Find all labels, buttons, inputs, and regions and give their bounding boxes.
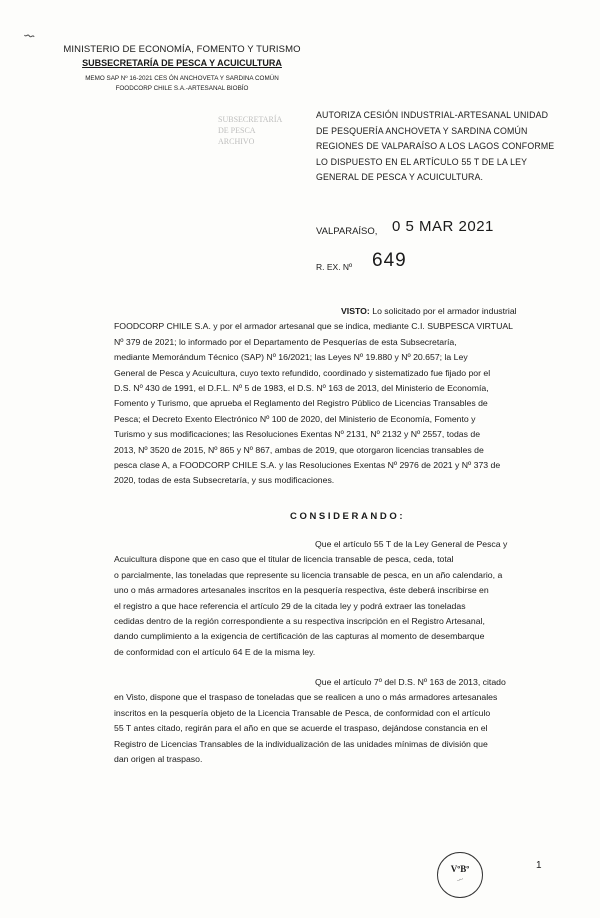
header-memo-reference: MEMO SAP Nº 16-2021 CES ÓN ANCHOVETA Y SARDINA COMÚN xyxy=(85,75,279,82)
paragraph-line: Que el artículo 55 T de la Ley General de Pesca y xyxy=(315,539,508,549)
paragraph-line: Acuicultura dispone que en caso que el titular de licencia transable de pesca, ceda, total xyxy=(114,554,454,565)
visto-line: Turismo y sus modificaciones; las Resoluciones Exentas Nº 2131, Nº 2132 y Nº 2557, todas de xyxy=(114,429,481,440)
paragraph-line: el registro a que hace referencia el artículo 29 de la citada ley y podrá extraer las toneladas xyxy=(114,600,466,611)
paragraph-line: dando cumplimiento a la exigencia de certificación de las capturas al momento de desembarque xyxy=(114,631,485,642)
paragraph-line: cedidas dentro de la región correspondiente a su respectiva inscripción en el Registro Artesanal, xyxy=(114,616,485,627)
visto-line: General de Pesca y Acuicultura, cuyo texto refundido, coordinado y sistematizado fue fijado por el xyxy=(114,367,491,378)
visto-line: 2013, Nº 3520 de 2015, Nº 865 y Nº 867, ambas de 2019, que otorgaron licencias transables de xyxy=(114,444,484,455)
paragraph-line: o parcialmente, las toneladas que represente su licencia transable de pesca, en un año calendario, a xyxy=(114,569,503,580)
seal-label: VºBº xyxy=(450,864,470,874)
handwritten-mark: ⌇ xyxy=(21,31,38,41)
considerando-paragraph-1 xyxy=(114,537,554,660)
subject-line: REGIONES DE VALPARAÍSO A LOS LAGOS CONFORME xyxy=(316,141,555,152)
visto-line: Fomento y Turismo, que aprueba el Reglamento del Registro Público de Licencias Transables de xyxy=(114,398,488,409)
visto-line: FOODCORP CHILE S.A. y por el armador artesanal que se indica, mediante C.I. SUBPESCA VIRTUAL xyxy=(114,321,513,332)
seal-initials: 〰 xyxy=(456,877,465,885)
stamp-line: ARCHIVO xyxy=(218,137,255,146)
approval-seal xyxy=(437,852,483,898)
visto-paragraph xyxy=(114,304,554,489)
visto-line: 2020, todas de esta Subsecretaría, y sus modificaciones. xyxy=(114,475,335,486)
place-label: VALPARAÍSO, xyxy=(316,226,378,237)
visto-line: pesca clase A, a FOODCORP CHILE S.A. y las Resoluciones Exentas Nº 2976 de 2021 y Nº 373 de xyxy=(114,460,501,471)
visto-line: D.S. Nº 430 de 1991, el D.F.L. Nº 5 de 1983, el D.S. Nº 163 de 2013, del Ministerio de Economía, xyxy=(114,383,489,394)
subject-line: GENERAL DE PESCA Y ACUICULTURA. xyxy=(316,172,484,183)
visto-line: Nº 379 de 2021; lo informado por el Departamento de Pesquerías de esta Subsecretaría, xyxy=(114,336,457,347)
paragraph-line: uno o más armadores artesanales inscritos en la pesquería respectiva, éste deberá inscribirse en xyxy=(114,585,489,596)
faded-stamp xyxy=(218,114,282,162)
header-ministry: MINISTERIO DE ECONOMÍA, FOMENTO Y TURISMO xyxy=(63,44,301,55)
resolution-number: 649 xyxy=(372,250,407,271)
considerando-paragraph-2 xyxy=(114,675,554,767)
paragraph-line: Que el artículo 7º del D.S. Nº 163 de 2013, citado xyxy=(315,677,506,687)
header-subsecretaria: SUBSECRETARÍA DE PESCA Y ACUICULTURA xyxy=(82,58,282,68)
visto-line xyxy=(114,304,554,319)
stamp-line: SUBSECRETARÍA xyxy=(218,115,283,124)
visto-line: mediante Memorándum Técnico (SAP) Nº 16/2021; las Leyes Nº 19.880 y Nº 20.657; la Ley xyxy=(114,352,468,363)
resolution-subject xyxy=(316,108,582,186)
date-stamp: 0 5 MAR 2021 xyxy=(392,218,494,235)
visto-heading: VISTO: xyxy=(341,306,370,316)
header-company: FOODCORP CHILE S.A.-ARTESANAL BIOBÍO xyxy=(115,85,249,92)
resolution-number-label: R. EX. Nº xyxy=(316,262,353,272)
paragraph-line: dan origen al traspaso. xyxy=(114,754,203,765)
subject-line: DE PESQUERÍA ANCHOVETA Y SARDINA COMÚN xyxy=(316,125,528,136)
visto-line: Pesca; el Decreto Exento Electrónico Nº 100 de 2020, del Ministerio de Economía, Fomento y xyxy=(114,413,476,424)
stamp-line: DE PESCA xyxy=(218,126,256,135)
subject-line: AUTORIZA CESIÓN INDUSTRIAL-ARTESANAL UNIDAD xyxy=(316,110,549,120)
page-number: 1 xyxy=(536,860,542,871)
paragraph-line: en Visto, dispone que el traspaso de toneladas que se realicen a uno o más armadores artesanales xyxy=(114,692,498,703)
visto-text: Lo solicitado por el armador industrial xyxy=(372,306,517,316)
paragraph-line: Registro de Licencias Transables de la individualización de las unidades mínimas de división que xyxy=(114,738,488,749)
paragraph-line: inscritos en la pesquería objeto de la Licencia Transable de Pesca, de conformidad con el artículo xyxy=(114,707,491,718)
paragraph-line: 55 T antes citado, regirán para el año en que se acuerde el traspaso, dejándose constancia en el xyxy=(114,723,488,734)
considerando-heading: CONSIDERANDO: xyxy=(290,511,406,522)
subject-line: LO DISPUESTO EN EL ARTÍCULO 55 T DE LA LEY xyxy=(316,156,528,167)
paragraph-line: de conformidad con el artículo 64 E de la misma ley. xyxy=(114,646,316,657)
